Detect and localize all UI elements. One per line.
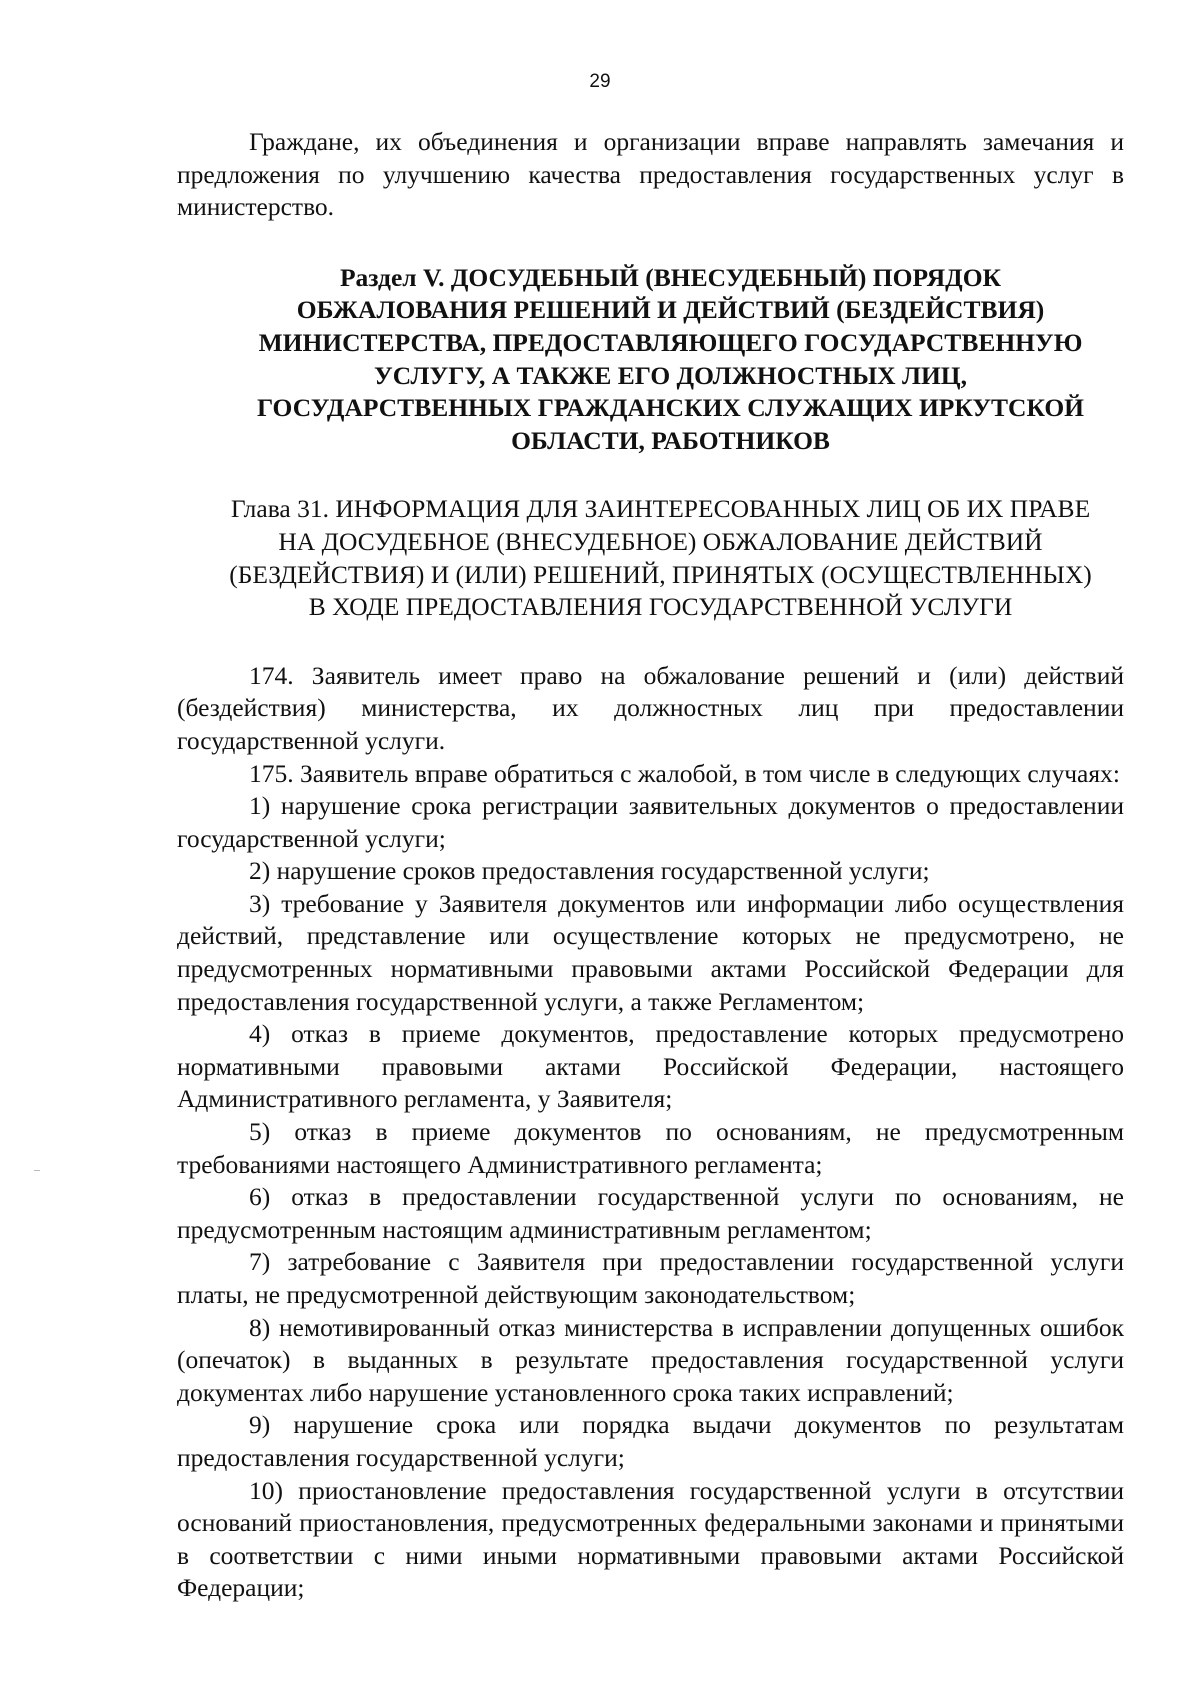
list-item-1: 1) нарушение срока регистрации заявительных документов о предоставлении государственной услуги; [177,791,1124,853]
list-item-7: 7) затребование с Заявителя при предоставлении государственной услуги платы, не предусмотренной действующим законодательством; [177,1247,1124,1309]
intro-paragraph: Граждане, их объединения и организации вправе направлять замечания и предложения по улучшению качества предоставления государственных услуг в министерство. [177,127,1124,222]
document-body [177,126,1124,1605]
list-item-2: 2) нарушение сроков предоставления государственной услуги; [249,856,930,886]
list-item-3: 3) требование у Заявителя документов или информации либо осуществления действий, представление или осуществление которых не предусмотрено, не предусмотренных нормативными правовыми актами Российской Федерации для предоставления государственной услуги, а также Регламентом; [177,888,1124,1016]
chapter-heading: Глава 31. ИНФОРМАЦИЯ ДЛЯ ЗАИНТЕРЕСОВАННЫХ ЛИЦ ОБ ИХ ПРАВЕ НА ДОСУДЕБНОЕ (ВНЕСУДЕБНОЕ) ОБЖАЛОВАНИЕ ДЕЙСТВИЙ (БЕЗДЕЙСТВИЯ) И (ИЛИ) РЕШЕНИЙ, ПРИНЯТЫХ (ОСУЩЕСТВЛЕННЫХ) В ХОДЕ ПРЕДОСТАВЛЕНИЯ ГОСУДАРСТВЕННОЙ УСЛУГИ [229,494,1092,622]
list-item-8: 8) немотивированный отказ министерства в исправлении допущенных ошибок (опечаток) в выданных в результате предоставления государственной услуги документах либо нарушение установленного срока таких исправлений; [177,1312,1124,1407]
section-heading: Раздел V. ДОСУДЕБНЫЙ (ВНЕСУДЕБНЫЙ) ПОРЯДОК ОБЖАЛОВАНИЯ РЕШЕНИЙ И ДЕЙСТВИЙ (БЕЗДЕЙСТВИЯ) МИНИСТЕРСТВА, ПРЕДОСТАВЛЯЮЩЕГО ГОСУДАРСТВЕННУЮ УСЛУГУ, А ТАКЖЕ ЕГО ДОЛЖНОСТНЫХ ЛИЦ, ГОСУДАРСТВЕННЫХ ГРАЖДАНСКИХ СЛУЖАЩИХ ИРКУТСКОЙ ОБЛАСТИ, РАБОТНИКОВ [256,262,1085,455]
list-item-4: 4) отказ в приеме документов, предоставление которых предусмотрено нормативными правовыми актами Российской Федерации, настоящего Административного регламента, у Заявителя; [177,1019,1124,1114]
list-item-9: 9) нарушение срока или порядка выдачи документов по результатам предоставления государственной услуги; [177,1410,1124,1472]
list-item-10: 10) приостановление предоставления государственной услуги в отсутствии оснований приостановления, предусмотренных федеральными законами и принятыми в соответствии с ними иными нормативными правовыми актами Российской Федерации; [177,1475,1124,1603]
scan-margin-mark [34,1170,40,1171]
paragraph-175: 175. Заявитель вправе обратиться с жалобой, в том числе в следующих случаях: [249,758,1120,788]
paragraph-174: 174. Заявитель имеет право на обжалование решений и (или) действий (бездействия) министерства, их должностных лиц при предоставлении государственной услуги. [177,660,1124,755]
page-number: 29 [589,71,611,92]
list-item-5: 5) отказ в приеме документов по основаниям, не предусмотренным требованиями настоящего Административного регламента; [177,1117,1124,1179]
list-item-6: 6) отказ в предоставлении государственной услуги по основаниям, не предусмотренным настоящим административным регламентом; [177,1182,1124,1244]
